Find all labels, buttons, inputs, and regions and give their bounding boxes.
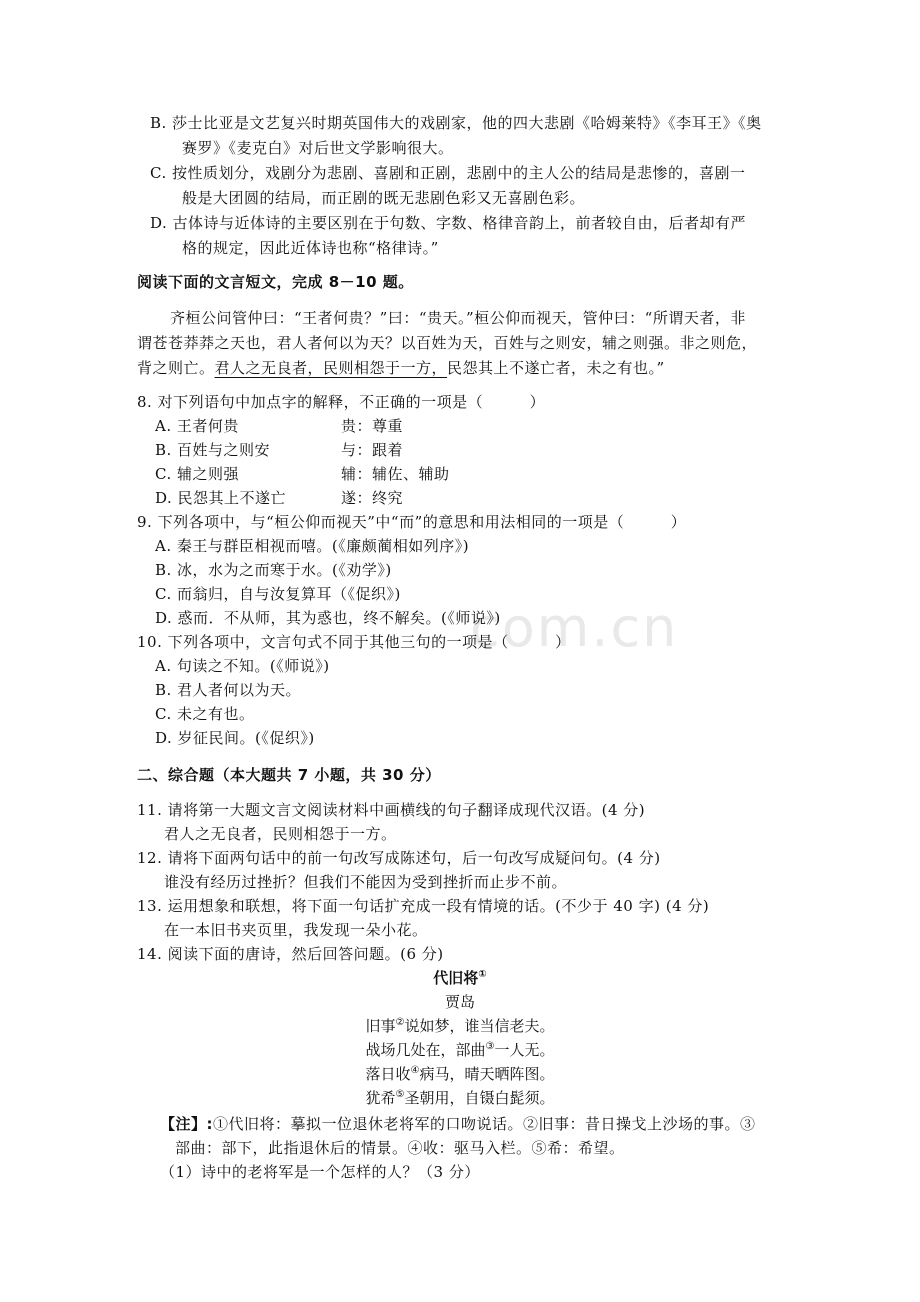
- option-d-line1: D. 古体诗与近体诗的主要区别在于句数、字数、格律音韵上，前者较自由，后者却有严: [150, 214, 747, 232]
- q14-stem: 14. 阅读下面的唐诗，然后回答问题。(6 分): [137, 945, 444, 963]
- poem-title: 代旧将①: [433, 969, 487, 987]
- passage-line2: 谓苍苍莽莽之天也，君人者何以为天？以百姓为天，百姓与之则安，辅之则强。非之则危，: [137, 334, 758, 352]
- poem-notes-line1: [160, 1113, 756, 1135]
- reading-heading: 阅读下面的文言短文，完成 8－10 题。: [137, 273, 414, 291]
- passage-underlined-sentence: 君人之无良者，民则相怨于一方，: [214, 359, 448, 377]
- section2-heading: 二、综合题（本大题共 7 小题，共 30 分）: [137, 766, 441, 784]
- q13-text: 在一本旧书夹页里，我发现一朵小花。: [164, 921, 428, 939]
- q8-option-c-gloss: 辅：辅佐、辅助: [341, 465, 450, 483]
- q13-stem: 13. 运用想象和联想，将下面一句话扩充成一段有情境的话。(不少于 40 字) (4 分): [137, 897, 710, 915]
- option-b-line2: 赛罗》《麦克白》对后世文学影响很大。: [182, 139, 454, 157]
- option-b-line1: B. 莎士比亚是文艺复兴时期英国伟大的戏剧家，他的四大悲剧《哈姆莱特》《李耳王》《奥: [150, 114, 762, 132]
- q10-option-a: A. 句读之不知。(《师说》): [155, 657, 330, 675]
- q10-option-c: C. 未之有也。: [155, 705, 255, 723]
- q12-stem: 12. 请将下面两句话中的前一句改写成陈述句，后一句改写成疑问句。(4 分): [137, 849, 661, 867]
- q8-option-b-gloss: 与：跟着: [341, 441, 404, 459]
- option-c-line2: 般是大团圆的结局，而正剧的既无悲剧色彩又无喜剧色彩。: [182, 189, 586, 207]
- q8-option-a: A. 王者何贵: [155, 417, 239, 435]
- q9-option-b: B. 冰，水为之而寒于水。(《劝学》): [155, 561, 392, 579]
- option-c-line1: C. 按性质划分，戏剧分为悲剧、喜剧和正剧，悲剧中的主人公的结局是悲惨的，喜剧一: [150, 164, 746, 182]
- q9-option-a: A. 秦王与群臣相视而嘻。(《廉颇蔺相如列序》): [155, 537, 470, 555]
- passage-line1: 齐桓公问管仲曰：“王者何贵？”曰：“贵天。”桓公仰而视天，管仲曰：“所谓天者，非: [170, 309, 746, 327]
- q8-stem: 8. 对下列语句中加点字的解释，不正确的一项是（ ）: [137, 393, 546, 411]
- option-d-line2: 格的规定，因此近体诗也称“格律诗。”: [182, 239, 439, 257]
- poem-line3: 落日收④病马，晴天晒阵图。: [365, 1065, 555, 1083]
- q12-text: 谁没有经历过挫折？但我们不能因为受到挫折而止步不前。: [164, 873, 568, 891]
- passage-line3-start: 背之则亡。: [137, 359, 215, 377]
- poem-line2: 战场几处在，部曲③一人无。: [365, 1041, 555, 1059]
- q10-option-b: B. 君人者何以为天。: [155, 681, 302, 699]
- q9-stem: 9. 下列各项中，与“桓公仰而视天”中“而”的意思和用法相同的一项是（ ）: [137, 513, 687, 531]
- q10-stem: 10. 下列各项中，文言句式不同于其他三句的一项是（ ）: [137, 633, 571, 651]
- q8-option-d-gloss: 遂：终究: [341, 489, 404, 507]
- q9-option-d: D. 惑而．不从师，其为惑也，终不解矣。(《师说》): [155, 609, 501, 627]
- poem-author: 贾岛: [444, 993, 475, 1011]
- q8-option-d: D. 民怨其上不遂亡: [155, 489, 287, 507]
- passage-line3: [137, 357, 665, 379]
- poem-line1: 旧事②说如梦，谁当信老夫。: [365, 1017, 555, 1035]
- poem-line4: 犹希⑤圣朝用，自镊白髭须。: [365, 1089, 555, 1107]
- watermark: com.cn: [470, 596, 679, 659]
- q9-option-c: C. 而翁归，自与汝复算耳（《促织》): [155, 585, 401, 603]
- q8-option-c: C. 辅之则强: [155, 465, 239, 483]
- q10-option-d: D. 岁征民间。(《促织》): [155, 729, 315, 747]
- q11-text: 君人之无良者，民则相怨于一方。: [164, 825, 397, 843]
- notes-label: 【注】:: [160, 1115, 213, 1133]
- notes-text1: ①代旧将：摹拟一位退休老将军的口吻说话。②旧事：昔日操戈上沙场的事。③: [213, 1115, 756, 1133]
- passage-line3-end: 民怨其上不遂亡者，未之有也。”: [447, 359, 665, 377]
- q11-stem: 11. 请将第一大题文言文阅读材料中画横线的句子翻译成现代汉语。(4 分): [137, 801, 646, 819]
- q8-option-a-gloss: 贵：尊重: [341, 417, 404, 435]
- poem-notes-line2: 部曲：部下，此指退休后的情景。④收：驱马入栏。⑤希：希望。: [175, 1139, 625, 1157]
- q8-option-b: B. 百姓与之则安: [155, 441, 271, 459]
- q14-subquestion-1: （1）诗中的老将军是一个怎样的人？（3 分）: [160, 1163, 480, 1181]
